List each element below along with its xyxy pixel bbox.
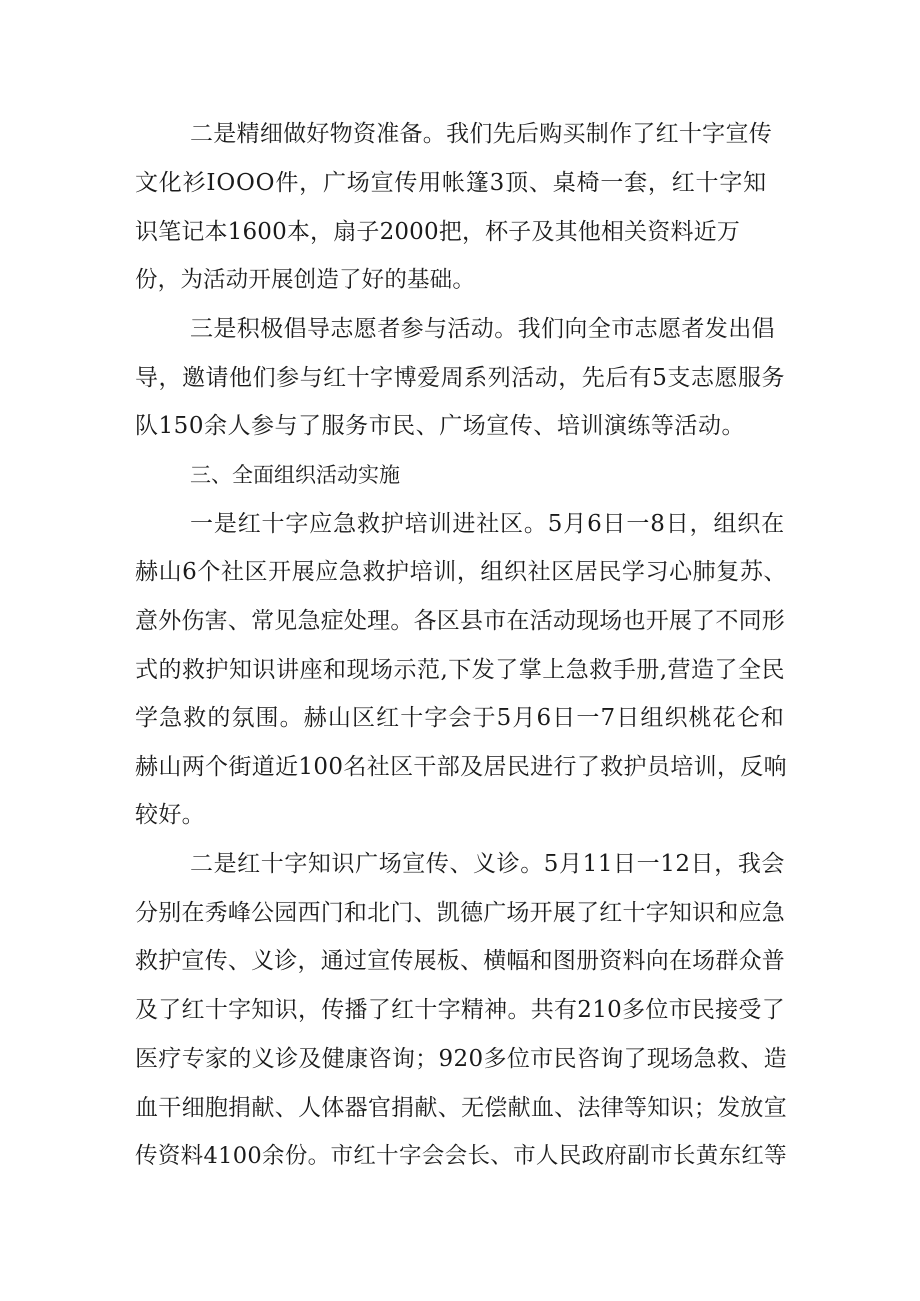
text-line-20: 医疗专家的义诊及健康咨询；920多位市民咨询了现场急救、造 bbox=[135, 1046, 787, 1072]
text-line-17: 分别在秀峰公园西门和北门、凯德广场开展了红十字知识和应急 bbox=[135, 900, 785, 926]
text-line-6: 导，邀请他们参与红十字博爱周系列活动，先后有5支志愿服务 bbox=[135, 365, 785, 391]
text-line-14: 赫山两个街道近100名社区干部及居民进行了救护员培训，反响 bbox=[135, 754, 787, 780]
text-line-18: 救护宣传、义诊，通过宣传展板、横幅和图册资料向在场群众普 bbox=[135, 948, 785, 974]
section-heading: 三、全面组织活动实施 bbox=[190, 463, 400, 487]
text-line-21: 血干细胞捐献、人体器官捐献、无偿献血、法律等知识；发放宣 bbox=[135, 1095, 787, 1121]
text-line-2: 文化衫IOOO件，广场宣传用帐篷3顶、桌椅一套，红十字知 bbox=[135, 170, 767, 196]
text-line-13: 学急救的氛围。赫山区红十字会于5月6日一7日组织桃花仑和 bbox=[135, 705, 785, 731]
text-line-15: 较好。 bbox=[135, 802, 205, 828]
text-line-12: 式的救护知识讲座和现场示范,下发了掌上急救手册,营造了全民 bbox=[135, 657, 785, 683]
text-line-4: 份，为活动开展创造了好的基础。 bbox=[135, 267, 475, 293]
text-line-19: 及了红十字知识，传播了红十字精神。共有210多位市民接受了 bbox=[135, 997, 785, 1023]
text-line-9: 一是红十字应急救护培训进社区。5月6日一8日，组织在 bbox=[190, 511, 785, 537]
text-line-1: 二是精细做好物资准备。我们先后购买制作了红十字宣传 bbox=[190, 121, 772, 147]
text-line-5: 三是积极倡导志愿者参与活动。我们向全市志愿者发出倡 bbox=[190, 316, 775, 342]
text-line-3: 识笔记本1600本，扇子2000把，杯子及其他相关资料近万 bbox=[135, 219, 740, 245]
text-line-10: 赫山6个社区开展应急救护培训，组织社区居民学习心肺复苏、 bbox=[135, 559, 787, 585]
text-line-7: 队150余人参与了服务市民、广场宣传、培训演练等活动。 bbox=[135, 413, 745, 439]
text-line-11: 意外伤害、常见急症处理。各区县市在活动现场也开展了不同形 bbox=[135, 608, 785, 634]
text-line-22: 传资料4100余份。市红十字会会长、市人民政府副市长黄东红等 bbox=[135, 1143, 787, 1169]
text-line-16: 二是红十字知识广场宣传、义诊。5月11日一12日，我会 bbox=[190, 851, 785, 877]
